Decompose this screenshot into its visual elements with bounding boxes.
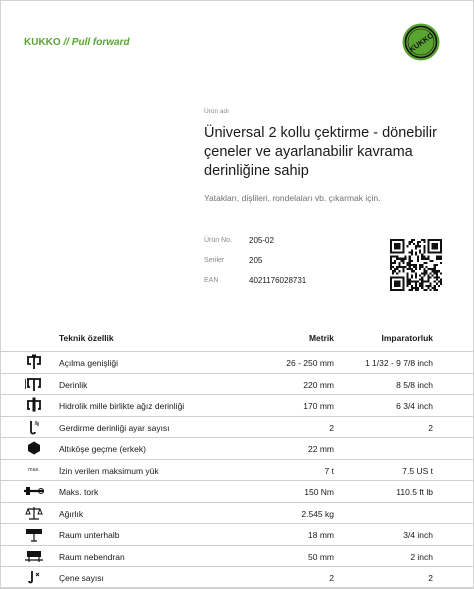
spec-imperial: 6 3/4 inch: [396, 401, 433, 411]
logo-text: KUKKO: [407, 30, 436, 54]
spec-metric: 22 mm: [308, 444, 334, 454]
spec-row: [0, 481, 474, 503]
spec-label: Altıköşe geçme (erkek): [59, 444, 146, 454]
spec-imperial: 2: [428, 422, 433, 433]
spec-label: Raum unterhalb: [59, 530, 120, 540]
spec-row: [0, 503, 474, 525]
qr-code-icon: [390, 239, 442, 291]
spec-imperial: 7.5 US t: [402, 465, 433, 476]
space-beside-icon: [22, 548, 46, 564]
product-title: Üniversal 2 kollu çektirme - dönebilir çeneler ve ayarlanabilir kavrama derinliğine sahip: [204, 125, 437, 179]
spec-metric: 2: [329, 422, 334, 433]
spec-metric: 50 mm: [308, 551, 334, 562]
spec-label: İzin verilen maksimum yük: [59, 465, 159, 476]
spec-row: [0, 460, 474, 482]
spec-row: [0, 567, 474, 589]
puller-opening-icon: [22, 354, 46, 370]
spec-metric: 220 mm: [303, 379, 334, 390]
spec-metric: 2.545 kg: [301, 508, 334, 519]
meta-row: [204, 276, 306, 296]
spec-label: Açılma genişliği: [59, 358, 119, 368]
spec-row: [0, 417, 474, 439]
spec-imperial: 8 5/8 inch: [396, 379, 433, 390]
spec-imperial: 2 inch: [410, 551, 433, 562]
col-metric-header: Metrik: [308, 333, 334, 343]
hex-socket-icon: [22, 440, 46, 456]
meta-value: 205: [249, 256, 263, 265]
meta-key: Seriler: [204, 257, 225, 264]
space-below-icon: [22, 526, 46, 542]
product-subtitle: Yatakları, dişlileri, rondelaları vb. çıkarmak için.: [204, 193, 381, 203]
kukko-logo-icon: [402, 23, 440, 61]
spec-metric: 170 mm: [303, 401, 334, 411]
brand-tagline: [24, 37, 130, 48]
spec-row: [0, 395, 474, 417]
meta-row: [204, 256, 306, 276]
spec-imperial: 1 1/32 - 9 7/8 inch: [364, 358, 433, 368]
meta-key: EAN: [204, 277, 219, 284]
max-load-icon: max.: [28, 466, 40, 473]
meta-value: 205-02: [249, 236, 274, 245]
spec-label: Maks. tork: [59, 487, 99, 497]
meta-row: [204, 236, 306, 256]
hydraulic-depth-icon: [22, 397, 46, 413]
spec-row: [0, 438, 474, 460]
spec-imperial: 2: [428, 573, 433, 583]
product-meta: [204, 236, 306, 296]
spec-table: [0, 351, 474, 589]
spec-label: Gerdirme derinliği ayar sayısı: [59, 422, 170, 433]
torque-icon: [22, 483, 46, 499]
spec-row: [0, 546, 474, 568]
spec-imperial: 110.5 ft lb: [396, 487, 433, 497]
col-imperial-header: Imparatorluk: [381, 333, 433, 343]
spec-metric: 150 Nm: [304, 487, 334, 497]
spec-label: Derinlik: [59, 379, 88, 390]
spec-row: [0, 374, 474, 396]
brand-slogan: // Pull forward: [63, 37, 130, 48]
weight-icon: [22, 505, 46, 521]
spec-imperial: 3/4 inch: [403, 530, 433, 540]
jaw-count-icon: [22, 569, 46, 585]
spec-row: [0, 524, 474, 546]
meta-key: Ürün No.: [204, 237, 233, 244]
spec-row: [0, 351, 474, 374]
spec-label: Ağırlık: [59, 508, 84, 519]
spec-metric: 2: [329, 573, 334, 583]
depth-icon: [22, 376, 46, 392]
spec-label: Hidrolik mille birlikte ağız derinliği: [59, 401, 185, 411]
spec-metric: 26 - 250 mm: [286, 358, 334, 368]
depth-settings-icon: [22, 419, 46, 435]
col-feature-header: Teknik özellik: [59, 333, 114, 343]
brand-name: KUKKO: [24, 37, 61, 48]
meta-value: 4021176028731: [249, 276, 307, 285]
product-name-label: Ürün adı: [204, 108, 229, 115]
spec-label: Raum nebendran: [59, 551, 125, 562]
spec-label: Çene sayısı: [59, 573, 104, 583]
spec-metric: 7 t: [324, 465, 334, 476]
spec-metric: 18 mm: [308, 530, 334, 540]
spec-table-header: [0, 333, 474, 349]
